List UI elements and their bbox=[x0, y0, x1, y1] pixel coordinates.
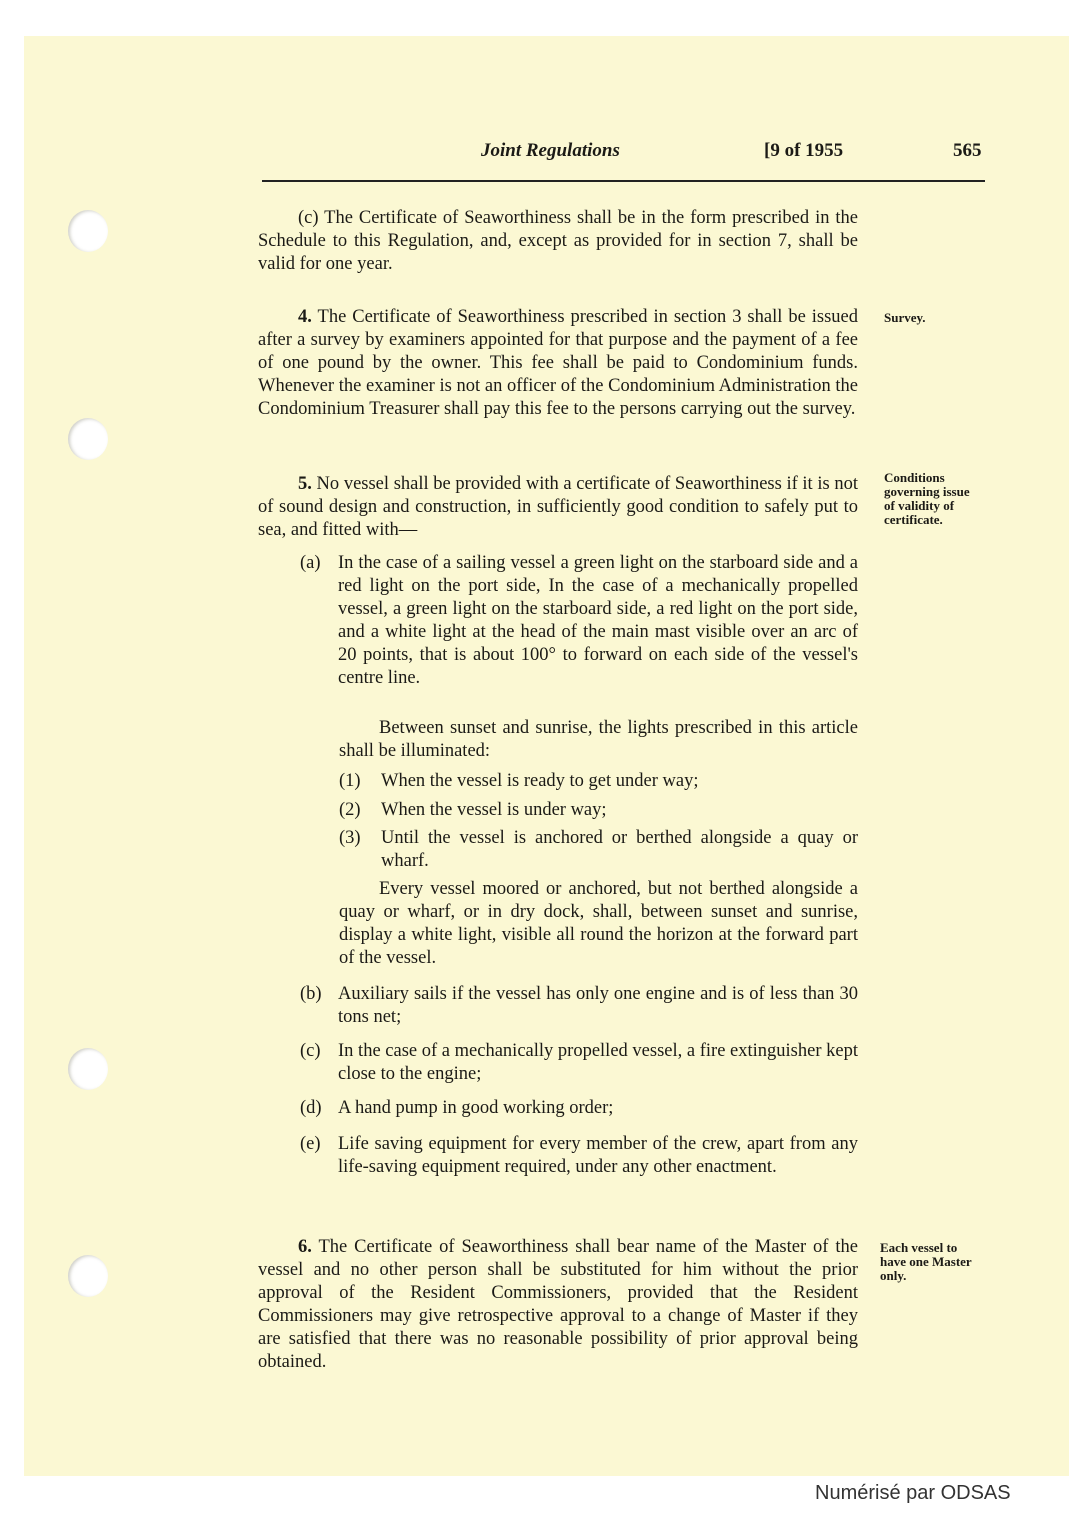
running-title: Joint Regulations bbox=[481, 140, 620, 161]
item-d-text: A hand pump in good working order; bbox=[338, 1098, 614, 1118]
section-3c-label: (c) bbox=[298, 208, 319, 228]
punch-hole bbox=[68, 1048, 108, 1090]
section-3c-text: The Certificate of Seaworthiness shall be in the form prescribed in the Schedule to this Regulation, and, except as provided for in section 7, shall be valid for one year. bbox=[258, 208, 858, 274]
list-item bbox=[339, 770, 858, 793]
item-a-label: (a) bbox=[300, 553, 321, 573]
punch-hole bbox=[68, 210, 108, 252]
list-item-text: When the vessel is ready to get under way; bbox=[381, 771, 699, 791]
punch-hole bbox=[68, 1255, 108, 1297]
item-a-lights-paragraph: Between sunset and sunrise, the lights prescribed in this article shall be illuminated: bbox=[339, 718, 858, 761]
section-4-number: 4. bbox=[298, 307, 312, 327]
section-3c-paragraph bbox=[258, 207, 858, 276]
list-item-text: When the vessel is under way; bbox=[381, 800, 607, 820]
section-5-text: No vessel shall be provided with a certificate of Seaworthiness if it is not of sound design and construction, in sufficiently good condition to safely put to sea, and fitted with— bbox=[258, 474, 859, 540]
header-rule bbox=[262, 180, 985, 182]
list-item bbox=[339, 827, 858, 873]
item-c bbox=[300, 1040, 858, 1086]
item-e-label: (e) bbox=[300, 1134, 321, 1154]
item-d-label: (d) bbox=[300, 1098, 322, 1118]
item-a bbox=[300, 552, 858, 690]
item-b bbox=[300, 983, 858, 1029]
item-e-text: Life saving equipment for every member of the crew, apart from any life-saving equipment required, under any other enactment. bbox=[338, 1134, 858, 1177]
item-a-text: In the case of a sailing vessel a green light on the starboard side and a red light on the port side, In the case of a mechanically propelled vessel, a green light on the starboard side, a red light on the port side, and a white light at the head of the main mast visible over an arc of 20 points, that is about 100° to forward on each side of the vessel's centre line. bbox=[338, 553, 858, 688]
section-5-paragraph bbox=[258, 473, 858, 542]
section-4-text: The Certificate of Seaworthiness prescribed in section 3 shall be issued after a survey by examiners appointed for that purpose and the payment of a fee of one pound by the owner. This fee shall be paid to Condominium funds. Whenever the examiner is not an officer of the Condominium Administration the Condominium Treasurer shall pay this fee to the persons carrying out the survey. bbox=[258, 307, 858, 419]
item-a-moored-paragraph: Every vessel moored or anchored, but not berthed alongside a quay or wharf, or in dry dock, shall, between sunset and sunrise, display a white light, visible all round the horizon at the forward part of the vessel. bbox=[339, 879, 858, 968]
item-b-label: (b) bbox=[300, 984, 322, 1004]
section-6-number: 6. bbox=[298, 1237, 312, 1257]
list-item-text: Until the vessel is anchored or berthed alongside a quay or wharf. bbox=[381, 828, 858, 871]
list-item-label: (3) bbox=[339, 828, 361, 848]
digitization-credit: Numérisé par ODSAS bbox=[815, 1482, 1011, 1504]
page-number: 565 bbox=[953, 140, 982, 161]
list-item-label: (2) bbox=[339, 800, 361, 820]
list-item-label: (1) bbox=[339, 771, 361, 791]
item-d bbox=[300, 1097, 858, 1120]
margin-note-conditions: Conditions governing issue of validity of certificate. bbox=[884, 470, 970, 527]
margin-note-master: Each vessel to have one Master only. bbox=[880, 1240, 972, 1283]
item-b-text: Auxiliary sails if the vessel has only one engine and is of less than 30 tons net; bbox=[338, 984, 858, 1027]
section-6-text: The Certificate of Seaworthiness shall bear name of the Master of the vessel and no other person shall be substituted for him without the prior approval of the Resident Commissioners, provided that the Resident Commissioners may give retrospective approval to a change of Master if they are satisfied that there was no reasonable possibility of prior approval being obtained. bbox=[258, 1237, 858, 1372]
margin-note-survey: Survey. bbox=[884, 310, 926, 325]
section-4-paragraph bbox=[258, 306, 858, 421]
regulation-reference: [9 of 1955 bbox=[764, 140, 844, 161]
list-item bbox=[339, 799, 858, 822]
item-e bbox=[300, 1133, 858, 1179]
section-6-paragraph bbox=[258, 1236, 858, 1374]
item-c-label: (c) bbox=[300, 1041, 321, 1061]
item-c-text: In the case of a mechanically propelled vessel, a fire extinguisher kept close to the engine; bbox=[338, 1041, 858, 1084]
section-5-number: 5. bbox=[298, 474, 312, 494]
punch-hole bbox=[68, 418, 108, 460]
